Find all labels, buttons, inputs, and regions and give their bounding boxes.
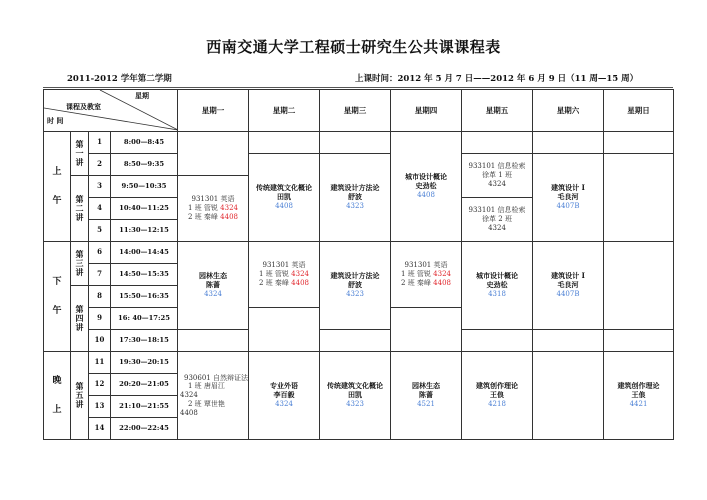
course-cell-thu-pm: 931301 英语 1 班 管锐 4324 2 班 秦峰 4408 bbox=[391, 242, 462, 308]
slot-time: 22:00—22:45 bbox=[111, 418, 178, 440]
empty-cell bbox=[604, 132, 674, 154]
lecture-4: 第 四 讲 bbox=[71, 286, 89, 352]
empty-cell bbox=[391, 308, 462, 352]
room-number: 4521 bbox=[417, 399, 435, 408]
room-number: 4407B bbox=[556, 201, 580, 210]
day-header-fri: 星期五 bbox=[462, 90, 533, 132]
course-cell-mon-pm: 园林生态 陈蔷 4324 bbox=[178, 242, 249, 330]
empty-cell bbox=[249, 132, 320, 154]
slot-number: 7 bbox=[89, 264, 111, 286]
room-number: 4408 bbox=[417, 190, 435, 199]
empty-cell bbox=[533, 352, 604, 440]
slot-number: 13 bbox=[89, 396, 111, 418]
diagonal-lines bbox=[44, 90, 178, 131]
day-header-tue: 星期二 bbox=[249, 90, 320, 132]
course-cell-wed-ev: 传统建筑文化概论 田凯 4323 bbox=[320, 352, 391, 440]
course-cell-sat-am: 建筑设计 I 毛良河 4407B bbox=[533, 154, 604, 242]
empty-cell bbox=[533, 330, 604, 352]
header-rule bbox=[43, 87, 673, 88]
room-number: 4324 bbox=[433, 270, 451, 279]
header-row bbox=[44, 90, 674, 132]
empty-cell bbox=[249, 308, 320, 352]
table-row bbox=[44, 132, 674, 154]
empty-cell bbox=[604, 330, 674, 352]
slot-time: 10:40—11:25 bbox=[111, 198, 178, 220]
lecture-1: 第 一 讲 bbox=[71, 132, 89, 176]
room-number: 4324 bbox=[291, 270, 309, 279]
slot-time: 14:00—14:45 bbox=[111, 242, 178, 264]
empty-cell bbox=[178, 132, 249, 176]
room-number: 4324 bbox=[488, 179, 506, 188]
empty-cell bbox=[462, 330, 533, 352]
room-number: 4323 bbox=[346, 289, 364, 298]
schedule-table bbox=[43, 89, 674, 440]
room-number: 4324 bbox=[220, 204, 238, 213]
term-label: 2011-2012 学年第二学期 bbox=[67, 74, 172, 84]
period-evening: 晚 上 bbox=[44, 352, 71, 440]
slot-time: 20:20—21:05 bbox=[111, 374, 178, 396]
course-cell-wed-pm: 建筑设计方法论 舒波 4323 bbox=[320, 242, 391, 330]
period-morning: 上 午 bbox=[44, 132, 71, 242]
slot-number: 2 bbox=[89, 154, 111, 176]
day-header-sat: 星期六 bbox=[533, 90, 604, 132]
slot-time: 9:50—10:35 bbox=[111, 176, 178, 198]
course-cell-tue-ev: 专业外语 李百毅 4324 bbox=[249, 352, 320, 440]
course-cell-fri-ev: 建筑创作理论 王俍 4218 bbox=[462, 352, 533, 440]
room-number: 4323 bbox=[346, 201, 364, 210]
table-row bbox=[44, 242, 674, 264]
room-number: 4218 bbox=[488, 399, 506, 408]
room-number: 4324 bbox=[180, 391, 198, 400]
corner-header-cell bbox=[44, 90, 178, 132]
course-cell-tue-pm: 931301 英语 1 班 管锐 4324 2 班 秦峰 4408 bbox=[249, 242, 320, 308]
slot-time: 11:30—12:15 bbox=[111, 220, 178, 242]
course-cell-sun-ev: 建筑创作理论 王俍 4421 bbox=[604, 352, 674, 440]
slot-number: 10 bbox=[89, 330, 111, 352]
course-cell-thu-ev: 园林生态 陈蔷 4521 bbox=[391, 352, 462, 440]
table-row bbox=[44, 154, 674, 176]
day-header-mon: 星期一 bbox=[178, 90, 249, 132]
slot-number: 14 bbox=[89, 418, 111, 440]
room-number: 4408 bbox=[275, 201, 293, 210]
slot-time: 8:50—9:35 bbox=[111, 154, 178, 176]
day-header-thu: 星期四 bbox=[391, 90, 462, 132]
course-room-corner-label: 课程及教室 bbox=[66, 102, 101, 111]
empty-cell bbox=[604, 242, 674, 330]
slot-number: 12 bbox=[89, 374, 111, 396]
class-dates: 上课时间：2012 年 5 月 7 日——2012 年 6 月 9 日（11 周—15 周） bbox=[355, 74, 639, 84]
slot-time: 19:30—20:15 bbox=[111, 352, 178, 374]
day-header-sun: 星期日 bbox=[604, 90, 674, 132]
room-number: 4324 bbox=[275, 399, 293, 408]
empty-cell bbox=[320, 132, 391, 154]
room-number: 4408 bbox=[180, 408, 198, 417]
room-number: 4324 bbox=[488, 223, 506, 232]
empty-cell bbox=[533, 132, 604, 154]
room-number: 4323 bbox=[346, 399, 364, 408]
room-number: 4324 bbox=[204, 289, 222, 298]
lecture-5: 第 五 讲 bbox=[71, 352, 89, 440]
weekday-corner-label: 星期 bbox=[135, 91, 149, 100]
course-cell-fri-am-1: 933101 信息检索 徐革 1 班 4324 bbox=[462, 154, 533, 198]
slot-number: 9 bbox=[89, 308, 111, 330]
course-cell-mon-ev: 930601 自然辩证法 1 班 唐眉江 4324 2 班 覃世艳 4408 bbox=[178, 352, 249, 440]
lecture-2: 第 二 讲 bbox=[71, 176, 89, 242]
day-header-wed: 星期三 bbox=[320, 90, 391, 132]
room-number: 4421 bbox=[629, 399, 648, 408]
table-row bbox=[44, 330, 674, 352]
course-cell-fri-pm: 城市设计概论 史劲松 4318 bbox=[462, 242, 533, 330]
table-row bbox=[44, 352, 674, 374]
empty-cell bbox=[604, 154, 674, 242]
empty-cell bbox=[462, 132, 533, 154]
course-cell-mon-am: 931301 英语 1 班 管锐 4324 2 班 秦峰 4408 bbox=[178, 176, 249, 242]
slot-time: 16: 40—17:25 bbox=[111, 308, 178, 330]
course-cell-fri-am-2: 933101 信息检索 徐革 2 班 4324 bbox=[462, 198, 533, 242]
time-corner-label: 时 间 bbox=[47, 116, 64, 125]
document-title: 西南交通大学工程硕士研究生公共课课程表 bbox=[206, 38, 501, 56]
room-number: 4407B bbox=[556, 289, 580, 298]
course-cell-wed-am: 建筑设计方法论 舒波 4323 bbox=[320, 154, 391, 242]
slot-number: 6 bbox=[89, 242, 111, 264]
room-number: 4408 bbox=[291, 278, 309, 287]
room-number: 4408 bbox=[220, 212, 238, 221]
lecture-3: 第 三 讲 bbox=[71, 242, 89, 286]
slot-number: 1 bbox=[89, 132, 111, 154]
slot-time: 21:10—21:55 bbox=[111, 396, 178, 418]
slot-number: 3 bbox=[89, 176, 111, 198]
empty-cell bbox=[178, 330, 249, 352]
course-cell-thu-am: 城市设计概论 史劲松 4408 bbox=[391, 132, 462, 242]
empty-cell bbox=[320, 330, 391, 352]
slot-time: 17:30—18:15 bbox=[111, 330, 178, 352]
slot-number: 5 bbox=[89, 220, 111, 242]
slot-number: 4 bbox=[89, 198, 111, 220]
slot-number: 8 bbox=[89, 286, 111, 308]
room-number: 4408 bbox=[433, 278, 451, 287]
period-afternoon: 下 午 bbox=[44, 242, 71, 352]
slot-number: 11 bbox=[89, 352, 111, 374]
slot-time: 15:50—16:35 bbox=[111, 286, 178, 308]
course-cell-tue-am: 传统建筑文化概论 田凯 4408 bbox=[249, 154, 320, 242]
room-number: 4318 bbox=[488, 289, 506, 298]
slot-time: 14:50—15:35 bbox=[111, 264, 178, 286]
slot-time: 8:00—8:45 bbox=[111, 132, 178, 154]
course-cell-sat-pm: 建筑设计 I 毛良河 4407B bbox=[533, 242, 604, 330]
